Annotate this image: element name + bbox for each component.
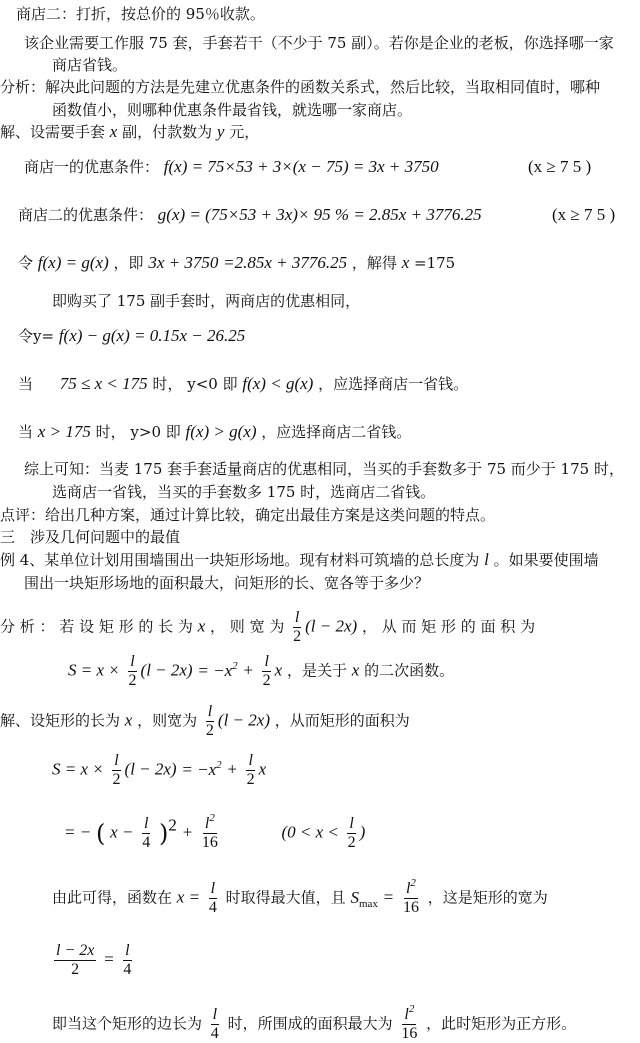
math-var: x (401, 253, 410, 272)
text: 的二次函数。 (364, 661, 455, 680)
fraction: $\frac{l}{2}$ (112, 752, 121, 788)
text: ， 从 而 矩 形 的 面 积 为 (361, 617, 536, 636)
section-heading: 三 涉及几何问题中的最值 (0, 528, 181, 546)
math: x > 175 (37, 422, 91, 441)
fraction: $\frac{l}{4}$ (142, 815, 151, 851)
math: (l − 2x) (124, 759, 177, 779)
math: (l − 2x) (140, 660, 193, 680)
math: = $-x^2$ (197, 659, 238, 680)
fraction: $\frac{l^2}{16}$ (201, 812, 218, 851)
text: 分 析 ： 若 设 矩 形 的 长 为 (0, 617, 193, 636)
fraction: $\frac{l}{4}$ (123, 942, 132, 978)
text-line: 分析：解决此问题的方法是先建立优惠条件的函数关系式，然后比较，当取相同值时，哪种 (0, 78, 601, 96)
equation-g: g(x) = (75×53 + 3x)× 95 % = 2.85x + 3776.25 (157, 205, 482, 224)
equation-line (18, 205, 482, 225)
math: f(x) = g(x) (37, 253, 109, 272)
math: f(x) < g(x) (242, 374, 314, 393)
equation-line (18, 253, 455, 273)
math: = $-x^2$ (181, 758, 222, 779)
text: 时取得最大值，且 (225, 888, 346, 907)
text: ，这是矩形的宽为 (427, 888, 548, 907)
text: 解、设矩形的长为 (0, 711, 121, 730)
text: 时，所围成的面积最大为 (227, 1014, 393, 1033)
math-var: x (274, 660, 283, 680)
text: 元， (229, 123, 260, 141)
fraction: $\frac{l}{4}$ (210, 1006, 219, 1042)
text: ，解得 (351, 254, 397, 272)
text: 商店一的优惠条件： (24, 158, 160, 176)
fraction: $\frac{l - 2x}{2}$ (56, 942, 95, 978)
text: =175 (414, 254, 456, 272)
equation-line (24, 157, 439, 177)
text: 时， (152, 375, 183, 393)
math: S = x × (68, 660, 120, 680)
text-line (0, 550, 599, 570)
math-paren: ) (158, 819, 169, 848)
equation-line (18, 326, 245, 346)
equation-line (64, 812, 366, 852)
fraction: $\frac{l}{2}$ (246, 752, 255, 788)
text-line: 综上可知：当麦 175 套手套适量商店的优惠相同，当买的手套数多于 75 而少于 175 时， (24, 460, 624, 478)
equation-line (52, 752, 266, 789)
text-line (18, 422, 411, 442)
text: ，此时矩形为正方形。 (426, 1014, 577, 1033)
text-line: 即购买了 175 副手套时，两商店的优惠相同， (52, 292, 361, 310)
math: ) (359, 822, 366, 842)
math: 75 ≤ x < 175 (59, 374, 148, 393)
math: + (181, 822, 194, 842)
text-line: 选商店一省钱，当买的手套数多 175 时，选商店二省钱。 (52, 483, 436, 501)
math: $S_{max}$ (350, 887, 378, 910)
math: x − (110, 822, 134, 842)
text-line: 围出一块矩形场地的面积最大，问矩形的长、宽各等于多少？ (24, 574, 430, 592)
math: 3x + 3750 (148, 253, 219, 272)
math: x = (176, 887, 201, 907)
text: ，即 (113, 254, 144, 272)
fraction: $\frac{l^2}{16}$ (401, 1003, 418, 1042)
math: = − (64, 822, 92, 842)
text: 解、设需要手套 (0, 123, 106, 141)
text-line: 点评：给出几种方案，通过计算比较，确定出最佳方案是这类问题的特点。 (0, 506, 496, 524)
equation-f: f(x) = 75×53 + 3×(x − 75) = 3x + 3750 (163, 157, 439, 176)
text: ，是关于 (287, 661, 348, 680)
text-line: 函数值小，则哪种优惠条件最省钱，就选哪一家商店。 (52, 101, 413, 119)
math-paren: ( (95, 819, 106, 848)
domain-condition: (x ≥ 7 5 ) (528, 157, 592, 176)
text: y<0 即 (187, 375, 238, 393)
math-var: l (484, 550, 489, 569)
math: f(x) − g(x) = 0.15x − 26.25 (58, 326, 246, 345)
math: + (226, 759, 238, 779)
text: ， 则 宽 为 (210, 617, 285, 636)
math: = (103, 949, 115, 969)
text: ，则宽为 (137, 711, 198, 730)
text: 副，付款数为 (122, 123, 213, 141)
fraction: $\frac{l^2}{16}$ (402, 877, 419, 916)
fraction: $\frac{l}{4}$ (208, 880, 217, 916)
text-line (18, 374, 468, 394)
text-line (0, 609, 535, 646)
math: 2 (168, 815, 177, 835)
math: (0 < x < (281, 822, 339, 842)
text: 即当这个矩形的边长为 (52, 1014, 203, 1033)
text: y>0 即 (130, 423, 181, 441)
math-var: x (197, 616, 206, 636)
text: ，应选择商店一省钱。 (318, 375, 469, 393)
math: (l − 2x) (305, 616, 358, 636)
fraction: $\frac{l}{2}$ (347, 815, 356, 851)
equation-line (68, 653, 454, 690)
text: 令y= (18, 327, 55, 345)
text: 例 4、某单位计划用围墙围出一块矩形场地。现有材料可筑墙的总长度为 (0, 551, 480, 569)
math-var: x (258, 759, 267, 779)
equation-line (52, 942, 135, 979)
text-line (0, 122, 259, 142)
math: S = x × (52, 759, 104, 779)
text-line (0, 703, 410, 740)
fraction: $\frac{l}{2}$ (205, 703, 214, 739)
math-var: y (216, 122, 225, 141)
math: =2.85x + 3776.25 (223, 253, 348, 272)
domain-condition: (x ≥ 7 5 ) (552, 205, 616, 224)
math-var: x (124, 710, 133, 730)
text-line: 商店省钱。 (52, 56, 128, 74)
text: 时， (95, 423, 126, 441)
text: ，从而矩形的面积为 (274, 711, 410, 730)
text-line: 该企业需要工作服 75 套，手套若干（不少于 75 副）。若你是企业的老板，你选择哪一家 (24, 34, 614, 52)
math-var: x (351, 660, 360, 680)
text: ，应选择商店二省钱。 (261, 423, 412, 441)
text-line (52, 1003, 577, 1043)
text: 由此可得，函数在 (52, 888, 173, 907)
text: 当 (18, 423, 34, 441)
fraction: $\frac{l}{2}$ (128, 653, 137, 689)
math-var: x (109, 122, 118, 141)
text-line: 商店二：打折，按总价的 95％收款。 (16, 5, 265, 23)
math: + (242, 660, 254, 680)
math: = (382, 887, 395, 907)
text: 令 (18, 254, 34, 272)
math: (l − 2x) (217, 710, 270, 730)
math: f(x) > g(x) (185, 422, 257, 441)
text: 当 (18, 375, 34, 393)
text: 。如果要使围墙 (493, 551, 599, 569)
fraction: $\frac{l}{2}$ (293, 609, 302, 645)
fraction: $\frac{l}{2}$ (262, 653, 271, 689)
text-line (52, 877, 548, 917)
text: 商店二的优惠条件： (18, 206, 154, 224)
